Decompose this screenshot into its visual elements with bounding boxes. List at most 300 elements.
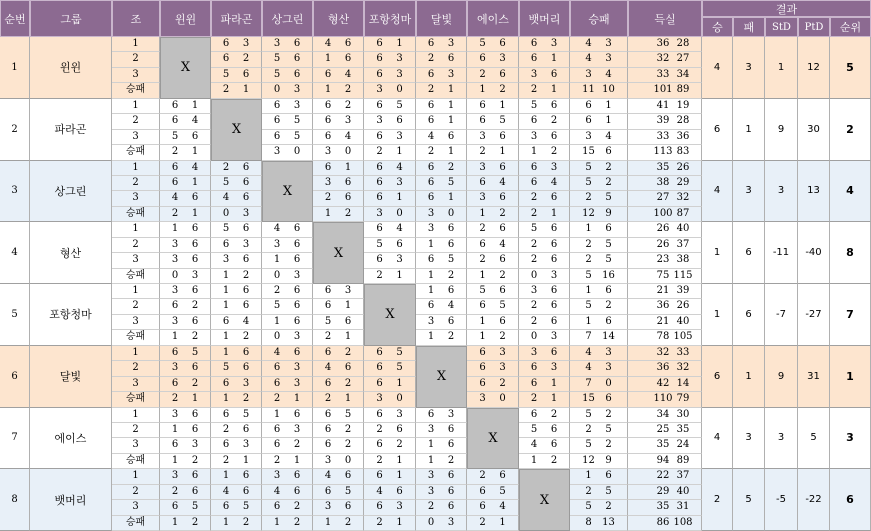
match-score (313, 114, 364, 129)
row-number: 2 (0, 99, 30, 161)
games-lost: 1 (396, 377, 403, 389)
games-lost: 6 (191, 485, 199, 497)
games-lost: 2 (344, 207, 352, 219)
total-won: 2 (585, 254, 592, 266)
match-score (211, 392, 262, 407)
games-lost: 6 (293, 346, 301, 358)
games-won: 6 (273, 99, 281, 111)
set-label: 1 (112, 469, 160, 484)
games-won: 2 (427, 84, 435, 96)
match-score (519, 299, 570, 314)
games-won: 6 (530, 115, 538, 127)
games-lost: 3 (447, 38, 455, 49)
self-match-x: X (364, 284, 416, 346)
total-won: 2 (585, 423, 592, 435)
points-against: 108 (673, 516, 693, 528)
games-won: 4 (273, 223, 281, 235)
match-score (416, 207, 467, 222)
total-lost: 2 (605, 176, 612, 188)
games-won: 5 (273, 53, 281, 65)
games-won: 0 (530, 269, 538, 281)
games-won: 6 (222, 501, 230, 513)
games-won: 6 (376, 99, 383, 111)
total-lost: 6 (605, 315, 612, 327)
games-won: 4 (324, 362, 332, 374)
match-score (519, 392, 570, 407)
games-won: 6 (479, 501, 486, 513)
games-won: 6 (171, 346, 179, 358)
games-lost: 6 (344, 362, 352, 374)
total-lost: 2 (605, 501, 612, 513)
games-lost: 6 (499, 254, 506, 266)
match-score (211, 500, 262, 515)
games-won: 2 (376, 269, 383, 281)
games-won: 6 (222, 377, 230, 389)
row-number: 7 (0, 408, 30, 470)
total-result (570, 454, 628, 469)
header-sub-1: 승 (702, 17, 733, 37)
games-won: 1 (530, 454, 538, 466)
games-won: 2 (530, 300, 538, 312)
match-score (519, 191, 570, 206)
header-team-8: 뱃머리 (519, 0, 570, 37)
match-score (160, 346, 211, 361)
games-won: 2 (530, 192, 538, 204)
total-result (570, 408, 628, 423)
result-std: -7 (765, 284, 798, 346)
match-score (519, 222, 570, 237)
games-lost: 1 (344, 393, 352, 405)
match-score (211, 361, 262, 376)
games-won: 2 (273, 285, 281, 296)
set-label: 승패 (112, 454, 160, 469)
games-won: 1 (273, 254, 281, 266)
total-won: 4 (585, 38, 592, 49)
match-score (262, 52, 313, 67)
match-score (313, 99, 364, 114)
points-for: 32 (656, 346, 670, 358)
match-score (519, 161, 570, 176)
match-score (416, 423, 467, 438)
games-lost: 6 (447, 501, 455, 513)
games-lost: 3 (396, 130, 403, 142)
self-match-x: X (519, 469, 570, 531)
match-score (416, 99, 467, 114)
match-score (416, 269, 467, 284)
games-won: 6 (171, 501, 179, 513)
games-won: 3 (171, 238, 179, 250)
match-score (211, 191, 262, 206)
header-group: 그룹 (30, 0, 112, 37)
total-result (570, 52, 628, 67)
header-sub-5: 순위 (830, 17, 871, 37)
points-for: 101 (653, 84, 673, 96)
games-lost: 6 (191, 130, 199, 142)
games-won: 3 (479, 192, 486, 204)
games-lost: 6 (499, 161, 506, 173)
games-won: 2 (479, 68, 486, 80)
points-score (628, 377, 702, 392)
total-lost: 5 (605, 192, 612, 204)
points-against: 87 (676, 207, 690, 219)
result-ptd: -27 (798, 284, 830, 346)
games-won: 1 (171, 454, 179, 466)
games-lost: 6 (191, 192, 199, 204)
points-for: 27 (656, 192, 670, 204)
games-won: 1 (427, 454, 435, 466)
games-won: 6 (273, 130, 281, 142)
points-for: 23 (656, 254, 670, 266)
points-against: 37 (676, 238, 690, 250)
match-score (467, 392, 519, 407)
total-won: 1 (585, 315, 592, 327)
games-won: 6 (376, 223, 383, 235)
games-lost: 6 (447, 53, 455, 65)
total-won: 4 (585, 346, 592, 358)
games-lost: 4 (191, 161, 199, 173)
points-for: 100 (653, 207, 673, 219)
games-lost: 3 (396, 254, 403, 266)
games-won: 2 (530, 207, 538, 219)
games-lost: 2 (242, 393, 250, 405)
games-won: 3 (530, 346, 538, 358)
self-match-x: X (467, 408, 519, 470)
total-lost: 13 (602, 516, 615, 528)
match-score (364, 469, 416, 484)
games-lost: 6 (242, 254, 250, 266)
games-won: 5 (171, 130, 179, 142)
team-name: 형산 (30, 222, 112, 284)
games-won: 5 (222, 362, 230, 374)
match-score (262, 238, 313, 253)
match-score (211, 423, 262, 438)
result-rank: 5 (830, 37, 871, 99)
games-won: 6 (273, 439, 281, 451)
match-score (211, 469, 262, 484)
games-won: 6 (427, 192, 435, 204)
games-won: 3 (324, 501, 332, 513)
match-score (160, 222, 211, 237)
games-won: 6 (376, 470, 383, 482)
points-against: 28 (676, 115, 690, 127)
set-label: 3 (112, 438, 160, 453)
games-lost: 2 (293, 516, 301, 528)
match-score (313, 68, 364, 83)
games-lost: 6 (191, 285, 199, 296)
header-team-3: 상그린 (262, 0, 313, 37)
games-lost: 3 (242, 439, 250, 451)
match-score (364, 485, 416, 500)
games-won: 6 (324, 377, 332, 389)
games-won: 1 (479, 331, 486, 343)
points-score (628, 83, 702, 98)
match-score (160, 130, 211, 145)
match-score (519, 315, 570, 330)
games-lost: 1 (191, 146, 199, 158)
total-won: 5 (585, 176, 592, 188)
games-lost: 0 (344, 146, 352, 158)
set-label: 3 (112, 315, 160, 330)
match-score (262, 330, 313, 345)
match-score (416, 485, 467, 500)
games-lost: 1 (396, 470, 403, 482)
total-won: 7 (585, 331, 592, 343)
match-score (313, 377, 364, 392)
games-lost: 0 (499, 393, 506, 405)
points-score (628, 438, 702, 453)
header-sub-4: PtD (798, 17, 830, 37)
match-score (467, 346, 519, 361)
match-score (467, 191, 519, 206)
total-won: 1 (585, 223, 592, 235)
result-win: 6 (702, 346, 733, 408)
games-won: 2 (222, 84, 230, 96)
games-won: 1 (171, 331, 179, 343)
result-win: 4 (702, 408, 733, 470)
match-score (160, 423, 211, 438)
games-lost: 3 (396, 68, 403, 80)
points-for: 36 (656, 300, 670, 312)
match-score (519, 346, 570, 361)
match-score (467, 315, 519, 330)
total-won: 2 (585, 485, 592, 497)
total-lost: 2 (605, 439, 612, 451)
games-lost: 1 (396, 454, 403, 466)
games-lost: 6 (242, 346, 250, 358)
match-score (313, 37, 364, 52)
total-result (570, 361, 628, 376)
games-lost: 6 (293, 315, 301, 327)
match-score (364, 238, 416, 253)
match-score (519, 377, 570, 392)
match-score (519, 284, 570, 299)
games-won: 6 (273, 362, 281, 374)
games-lost: 4 (499, 238, 506, 250)
total-result (570, 469, 628, 484)
total-won: 5 (585, 408, 592, 420)
games-lost: 6 (293, 408, 301, 420)
games-won: 3 (376, 393, 383, 405)
games-lost: 1 (550, 207, 558, 219)
total-lost: 3 (605, 38, 612, 49)
games-lost: 3 (550, 269, 558, 281)
games-won: 2 (530, 393, 538, 405)
games-won: 3 (171, 362, 179, 374)
match-score (313, 361, 364, 376)
games-lost: 2 (499, 269, 506, 281)
games-won: 2 (530, 84, 538, 96)
games-lost: 4 (550, 176, 558, 188)
match-score (416, 454, 467, 469)
match-score (313, 130, 364, 145)
total-result (570, 114, 628, 129)
games-won: 3 (427, 485, 435, 497)
header-rank-no: 순번 (0, 0, 30, 37)
games-won: 6 (530, 377, 538, 389)
games-lost: 3 (293, 99, 301, 111)
games-lost: 1 (499, 99, 506, 111)
row-number: 4 (0, 222, 30, 284)
header-result-total: 승패 (570, 0, 628, 37)
match-score (211, 68, 262, 83)
match-score (211, 52, 262, 67)
total-lost: 5 (605, 238, 612, 250)
match-score (160, 469, 211, 484)
total-result (570, 516, 628, 531)
points-against: 36 (676, 130, 690, 142)
games-won: 1 (273, 408, 281, 420)
games-lost: 2 (293, 439, 301, 451)
match-score (211, 516, 262, 531)
total-lost: 6 (605, 393, 612, 405)
total-result (570, 423, 628, 438)
self-match-x: X (262, 161, 313, 223)
match-score (467, 130, 519, 145)
games-lost: 1 (191, 207, 199, 219)
team-name: 뱃머리 (30, 469, 112, 531)
match-score (364, 377, 416, 392)
games-lost: 3 (293, 84, 301, 96)
games-won: 6 (171, 161, 179, 173)
total-won: 1 (585, 470, 592, 482)
games-won: 2 (427, 53, 435, 65)
games-won: 3 (530, 68, 538, 80)
games-won: 3 (171, 254, 179, 266)
games-lost: 2 (499, 331, 506, 343)
result-lose: 3 (733, 37, 765, 99)
points-against: 39 (676, 285, 690, 296)
games-lost: 2 (191, 516, 199, 528)
games-lost: 1 (550, 53, 558, 65)
points-against: 40 (676, 315, 690, 327)
result-std: 1 (765, 37, 798, 99)
result-rank: 4 (830, 161, 871, 223)
games-lost: 6 (293, 485, 301, 497)
set-label: 1 (112, 99, 160, 114)
games-lost: 2 (344, 423, 352, 435)
games-lost: 6 (499, 68, 506, 80)
match-score (262, 99, 313, 114)
games-won: 6 (479, 115, 486, 127)
points-score (628, 68, 702, 83)
games-won: 0 (273, 269, 281, 281)
match-score (364, 222, 416, 237)
games-lost: 4 (396, 161, 403, 173)
games-won: 6 (530, 53, 538, 65)
games-won: 2 (479, 470, 486, 482)
points-score (628, 52, 702, 67)
match-score (519, 68, 570, 83)
set-label: 2 (112, 299, 160, 314)
total-won: 6 (585, 99, 592, 111)
games-lost: 6 (550, 254, 558, 266)
match-score (364, 130, 416, 145)
match-score (262, 222, 313, 237)
points-score (628, 37, 702, 52)
games-won: 6 (171, 300, 179, 312)
games-lost: 2 (344, 377, 352, 389)
total-result (570, 284, 628, 299)
match-score (262, 37, 313, 52)
points-for: 35 (656, 439, 670, 451)
games-won: 1 (171, 223, 179, 235)
points-against: 29 (676, 176, 690, 188)
match-score (160, 99, 211, 114)
match-score (313, 299, 364, 314)
games-won: 4 (222, 485, 230, 497)
games-lost: 0 (396, 393, 403, 405)
games-won: 2 (376, 423, 383, 435)
match-score (262, 269, 313, 284)
points-score (628, 269, 702, 284)
games-won: 1 (222, 285, 230, 296)
total-won: 15 (582, 146, 595, 158)
games-lost: 4 (447, 300, 455, 312)
total-lost: 5 (605, 485, 612, 497)
games-won: 6 (222, 53, 230, 65)
games-lost: 4 (499, 176, 506, 188)
match-score (160, 516, 211, 531)
match-score (416, 438, 467, 453)
games-lost: 3 (293, 269, 301, 281)
total-won: 5 (585, 269, 592, 281)
games-won: 2 (324, 192, 332, 204)
games-lost: 6 (293, 223, 301, 235)
match-score (262, 145, 313, 160)
match-score (467, 500, 519, 515)
games-lost: 5 (499, 300, 506, 312)
games-won: 5 (273, 68, 281, 80)
games-won: 0 (171, 269, 179, 281)
games-won: 2 (273, 454, 281, 466)
match-score (262, 516, 313, 531)
match-score (519, 269, 570, 284)
set-label: 1 (112, 222, 160, 237)
total-result (570, 377, 628, 392)
games-won: 6 (376, 377, 383, 389)
match-score (160, 299, 211, 314)
games-lost: 6 (447, 315, 455, 327)
total-result (570, 299, 628, 314)
match-score (160, 438, 211, 453)
games-lost: 3 (344, 115, 352, 127)
games-won: 3 (427, 315, 435, 327)
games-won: 6 (222, 38, 230, 49)
match-score (364, 207, 416, 222)
games-won: 3 (427, 223, 435, 235)
set-label: 승패 (112, 269, 160, 284)
games-won: 1 (479, 315, 486, 327)
games-lost: 3 (550, 161, 558, 173)
games-won: 3 (376, 84, 383, 96)
games-won: 6 (530, 362, 538, 374)
match-score (519, 99, 570, 114)
header-team-5: 포항청마 (364, 0, 416, 37)
games-lost: 2 (447, 161, 455, 173)
games-won: 1 (222, 300, 230, 312)
match-score (313, 330, 364, 345)
games-lost: 6 (447, 470, 455, 482)
games-won: 6 (324, 300, 332, 312)
games-lost: 6 (550, 423, 558, 435)
points-score (628, 346, 702, 361)
games-won: 6 (376, 161, 383, 173)
match-score (160, 284, 211, 299)
games-lost: 6 (293, 38, 301, 49)
match-score (364, 516, 416, 531)
games-lost: 6 (550, 346, 558, 358)
total-won: 4 (585, 362, 592, 374)
